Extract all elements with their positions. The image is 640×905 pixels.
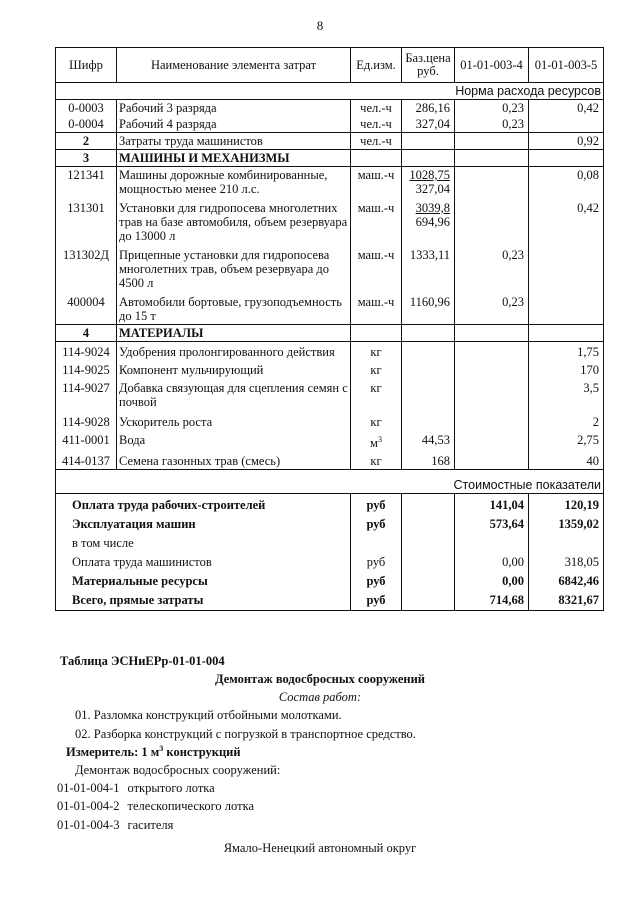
cost-label: Стоимостные показатели bbox=[56, 470, 604, 494]
section-row-materials: 4 МАТЕРИАЛЫ bbox=[56, 325, 604, 342]
section-row-machines: 3 МАШИНЫ И МЕХАНИЗМЫ bbox=[56, 150, 604, 167]
norm-label: Норма расхода ресурсов bbox=[56, 83, 604, 100]
table-row: 411-0001 Вода $м^3$ 44,53 2,75 bbox=[56, 430, 604, 451]
summary-row: Оплата труда рабочих-строителей руб 141,04 120,19 bbox=[56, 494, 604, 514]
table-title: Таблица ЭСНиЕРр-01-01-004 bbox=[60, 654, 225, 668]
page-number: 8 bbox=[316, 18, 324, 33]
table-row: 114-9025 Компонент мульчирующий кг 170 bbox=[56, 360, 604, 378]
header-price: Баз.цена руб. bbox=[402, 48, 455, 83]
list-item: 01-01-004-1 открытого лотка bbox=[57, 781, 215, 795]
summary-row: в том числе bbox=[56, 532, 604, 551]
summary-row: Всего, прямые затраты руб 714,68 8321,67 bbox=[56, 589, 604, 611]
table-header-row bbox=[56, 48, 604, 83]
work-step: 02. Разборка конструкций с погрузкой в транспортное средство. bbox=[75, 727, 416, 741]
table-row: 114-9027 Добавка связующая для сцепления семян с почвой кг 3,5 bbox=[56, 378, 604, 410]
header-col1: 01-01-003-4 bbox=[455, 48, 529, 83]
meter-line: Измеритель: 1 $м^3$ конструкций bbox=[66, 744, 241, 760]
table-row: 131302Д Прицепные установки для гидропосева многолетних трав, объем резервуара до 4500 л маш.-ч 1333,11 0,23 bbox=[56, 244, 604, 291]
list-item: 01-01-004-2 телескопического лотка bbox=[57, 799, 255, 813]
resource-table bbox=[55, 47, 604, 611]
summary-row: Оплата труда машинистов руб 0,00 318,05 bbox=[56, 551, 604, 570]
table-row: 114-9024 Удобрения пролонгированного действия кг 1,75 bbox=[56, 342, 604, 361]
summary-row: Материальные ресурсы руб 0,00 6842,46 bbox=[56, 570, 604, 589]
table-row: 121341 Машины дорожные комбинированные, мощностью менее 210 л.с. маш.-ч 1028,75 327,04 0,08 bbox=[56, 167, 604, 198]
summary-row: Эксплуатация машин руб 573,64 1359,02 bbox=[56, 513, 604, 532]
table-row: 114-9028 Ускоритель роста кг 2 bbox=[56, 410, 604, 430]
header-col2: 01-01-003-5 bbox=[529, 48, 604, 83]
header-unit: Ед.изм. bbox=[351, 48, 402, 83]
table-row: 131301 Установки для гидропосева многолетних трав на базе автомобиля, объем резервуара до 13000 л маш.-ч 3039,8 694,96 0,42 bbox=[56, 197, 604, 244]
footer-region: Ямало-Ненецкий автономный округ bbox=[223, 841, 417, 855]
section-heading: Демонтаж водосбросных сооружений bbox=[215, 672, 425, 686]
norm-label-row bbox=[56, 83, 604, 100]
table-row: 0-0004 Рабочий 4 разряда чел.-ч 327,04 0,23 bbox=[56, 116, 604, 133]
header-code: Шифр bbox=[56, 48, 117, 83]
table-row: 414-0137 Семена газонных трав (смесь) кг 168 40 bbox=[56, 451, 604, 470]
section-subtitle: Демонтаж водосбросных сооружений: bbox=[75, 763, 281, 777]
composition-title: Состав работ: bbox=[278, 690, 362, 704]
header-name: Наименование элемента затрат bbox=[117, 48, 351, 83]
list-item: 01-01-004-3 гасителя bbox=[57, 818, 174, 832]
table-row: 2 Затраты труда машинистов чел.-ч 0,92 bbox=[56, 133, 604, 150]
work-step: 01. Разломка конструкций отбойными молотками. bbox=[75, 708, 342, 722]
table-row: 400004 Автомобили бортовые, грузоподъемность до 15 т маш.-ч 1160,96 0,23 bbox=[56, 291, 604, 325]
table-row: 0-0003 Рабочий 3 разряда чел.-ч 286,16 0,23 0,42 bbox=[56, 100, 604, 117]
cost-label-row bbox=[56, 470, 604, 494]
